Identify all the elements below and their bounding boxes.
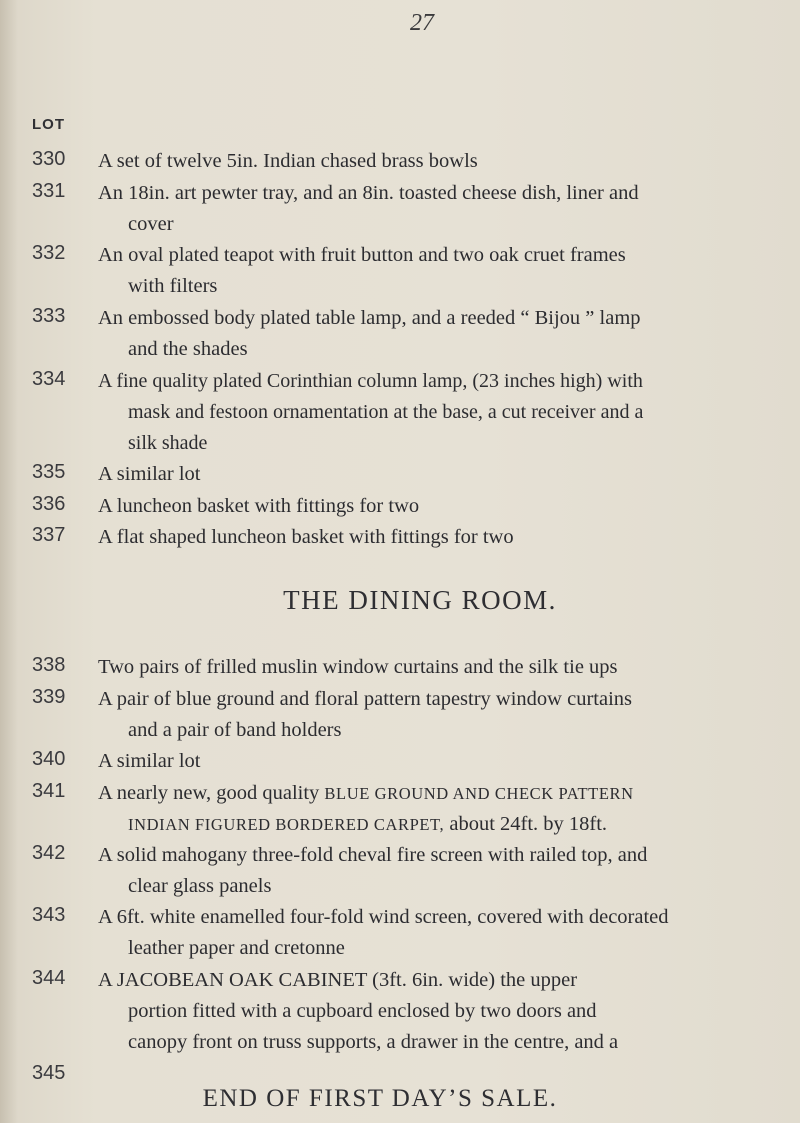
lot-description [98, 491, 738, 522]
lot-description [98, 684, 738, 746]
description-line: A fine quality plated Corinthian column lamp, (23 inches high) with [98, 370, 643, 392]
lot-number: 344 [32, 967, 66, 989]
lot-number: 342 [32, 842, 66, 864]
lot-description [98, 652, 738, 683]
description-line: A pair of blue ground and floral pattern tapestry window curtains [98, 688, 632, 710]
lot-description [98, 366, 738, 459]
page-edge-shadow [0, 0, 18, 1123]
description-smallcaps: BLUE GROUND AND CHECK PATTERN [324, 784, 634, 803]
description-line: Two pairs of frilled muslin window curtains and the silk tie ups [98, 656, 618, 678]
lot-description [98, 778, 738, 840]
description-line: A flat shaped luncheon basket with fittings for two [98, 526, 514, 548]
lot-column-header: LOT [32, 116, 65, 133]
lot-description [98, 240, 738, 302]
lot-number: 331 [32, 180, 66, 202]
lot-description [98, 146, 738, 177]
lot-description [98, 840, 738, 902]
lot-number: 333 [32, 305, 66, 327]
description-line: A similar lot [98, 750, 201, 772]
lot-number: 334 [32, 368, 66, 390]
description-line: A set of twelve 5in. Indian chased brass bowls [98, 150, 478, 172]
description-line [98, 782, 634, 804]
description-line: An 18in. art pewter tray, and an 8in. toasted cheese dish, liner and [98, 182, 639, 204]
description-line: An embossed body plated table lamp, and a reeded “ Bijou ” lamp [98, 307, 641, 329]
description-line: and the shades [128, 338, 248, 360]
lot-number: 345 [32, 1062, 66, 1084]
description-line: A solid mahogany three-fold cheval fire screen with railed top, and [98, 844, 648, 866]
lot-number: 332 [32, 242, 66, 264]
lot-number: 337 [32, 524, 66, 546]
lot-number: 330 [32, 148, 66, 170]
lot-number: 340 [32, 748, 66, 770]
description-line: canopy front on truss supports, a drawer in the centre, and a [128, 1031, 619, 1053]
description-line: cover [128, 213, 174, 235]
lot-description [98, 965, 738, 1058]
lot-description [98, 902, 738, 964]
description-text: about 24ft. by 18ft. [444, 813, 608, 835]
lot-description [98, 459, 738, 490]
lot-description [98, 522, 738, 553]
lot-description [98, 178, 738, 240]
end-of-sale-heading: END OF FIRST DAY’S SALE. [202, 1085, 558, 1112]
description-line [98, 969, 577, 991]
description-emphasis: JACOBEAN OAK CABINET [116, 969, 367, 991]
lot-number: 339 [32, 686, 66, 708]
description-line: silk shade [128, 432, 208, 454]
description-line: portion fitted with a cupboard enclosed by two doors and [128, 1000, 597, 1022]
description-line: and a pair of band holders [128, 719, 342, 741]
lot-number: 343 [32, 904, 66, 926]
lot-number: 338 [32, 654, 66, 676]
description-line: clear glass panels [128, 875, 272, 897]
description-text: A nearly new, good quality [98, 782, 325, 804]
description-text: A [98, 969, 117, 991]
description-line: leather paper and cretonne [128, 937, 345, 959]
lot-description [98, 746, 738, 777]
page-number: 27 [410, 10, 434, 36]
description-line: An oval plated teapot with fruit button and two oak cruet frames [98, 244, 626, 266]
description-line: A 6ft. white enamelled four-fold wind screen, covered with decorated [98, 906, 669, 928]
description-line [98, 809, 738, 840]
section-heading: THE DINING ROOM. [283, 585, 557, 615]
lot-number: 335 [32, 461, 66, 483]
description-text: (3ft. 6in. wide) the upper [367, 969, 578, 991]
description-line: mask and festoon ornamentation at the base, a cut receiver and a [128, 401, 644, 423]
lot-number: 336 [32, 493, 66, 515]
description-line: with filters [128, 275, 218, 297]
description-smallcaps: INDIAN FIGURED BORDERED CARPET, [128, 815, 445, 834]
description-line: A luncheon basket with fittings for two [98, 495, 420, 517]
lot-number: 341 [32, 780, 66, 802]
lot-description [98, 303, 738, 365]
description-line: A similar lot [98, 463, 201, 485]
